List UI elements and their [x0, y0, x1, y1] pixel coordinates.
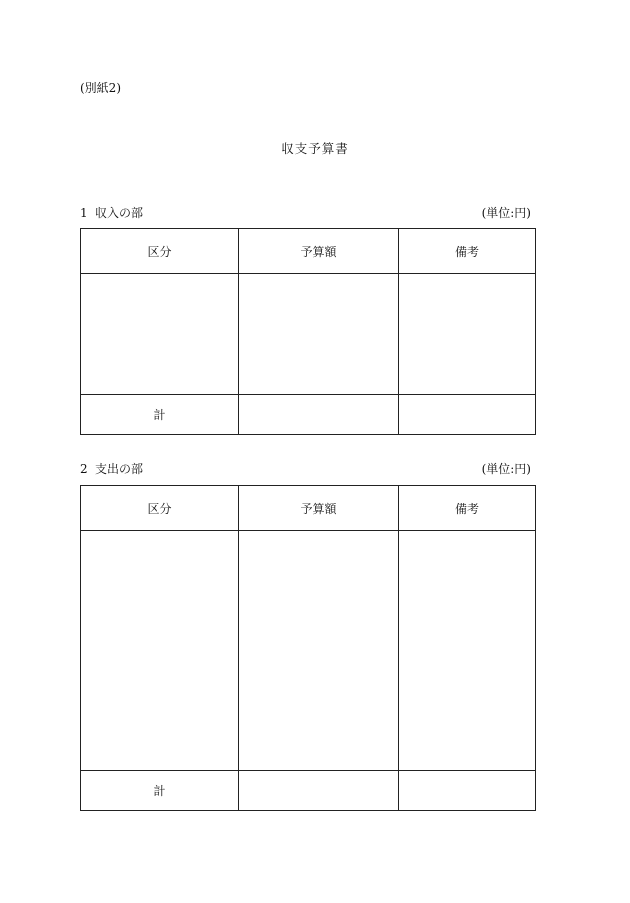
column-header-category: 区分 [81, 486, 239, 531]
table-header-row [81, 486, 536, 531]
column-header-remarks: 備考 [399, 229, 536, 274]
column-header-budget-amount: 予算額 [239, 229, 399, 274]
column-header-remarks: 備考 [399, 486, 536, 531]
income-remarks-cell[interactable] [399, 274, 536, 395]
expense-amount-cell[interactable] [239, 531, 399, 771]
column-header-budget-amount: 予算額 [239, 486, 399, 531]
income-budget-table [80, 228, 536, 435]
expense-total-remarks-cell[interactable] [399, 771, 536, 811]
income-section-title: 収入の部 [95, 206, 144, 220]
income-total-remarks-cell[interactable] [399, 395, 536, 435]
total-label: 計 [81, 771, 239, 811]
attachment-label: (別紙2) [80, 81, 121, 95]
income-section-heading [80, 205, 535, 221]
expense-total-amount-cell[interactable] [239, 771, 399, 811]
expense-section-heading [80, 461, 535, 477]
expense-remarks-cell[interactable] [399, 531, 536, 771]
income-unit-label: (単位:円) [481, 206, 531, 220]
total-row [81, 771, 536, 811]
income-total-amount-cell[interactable] [239, 395, 399, 435]
table-header-row [81, 229, 536, 274]
expense-category-cell[interactable] [81, 531, 239, 771]
income-amount-cell[interactable] [239, 274, 399, 395]
table-row [81, 274, 536, 395]
total-row [81, 395, 536, 435]
income-section-number: 1 [80, 206, 88, 220]
expense-section-title: 支出の部 [95, 462, 144, 476]
expense-budget-table [80, 485, 536, 811]
document-title: 収支予算書 [281, 141, 349, 156]
total-label: 計 [81, 395, 239, 435]
table-row [81, 531, 536, 771]
column-header-category: 区分 [81, 229, 239, 274]
income-category-cell[interactable] [81, 274, 239, 395]
expense-section-number: 2 [80, 462, 88, 476]
expense-unit-label: (単位:円) [481, 462, 531, 476]
